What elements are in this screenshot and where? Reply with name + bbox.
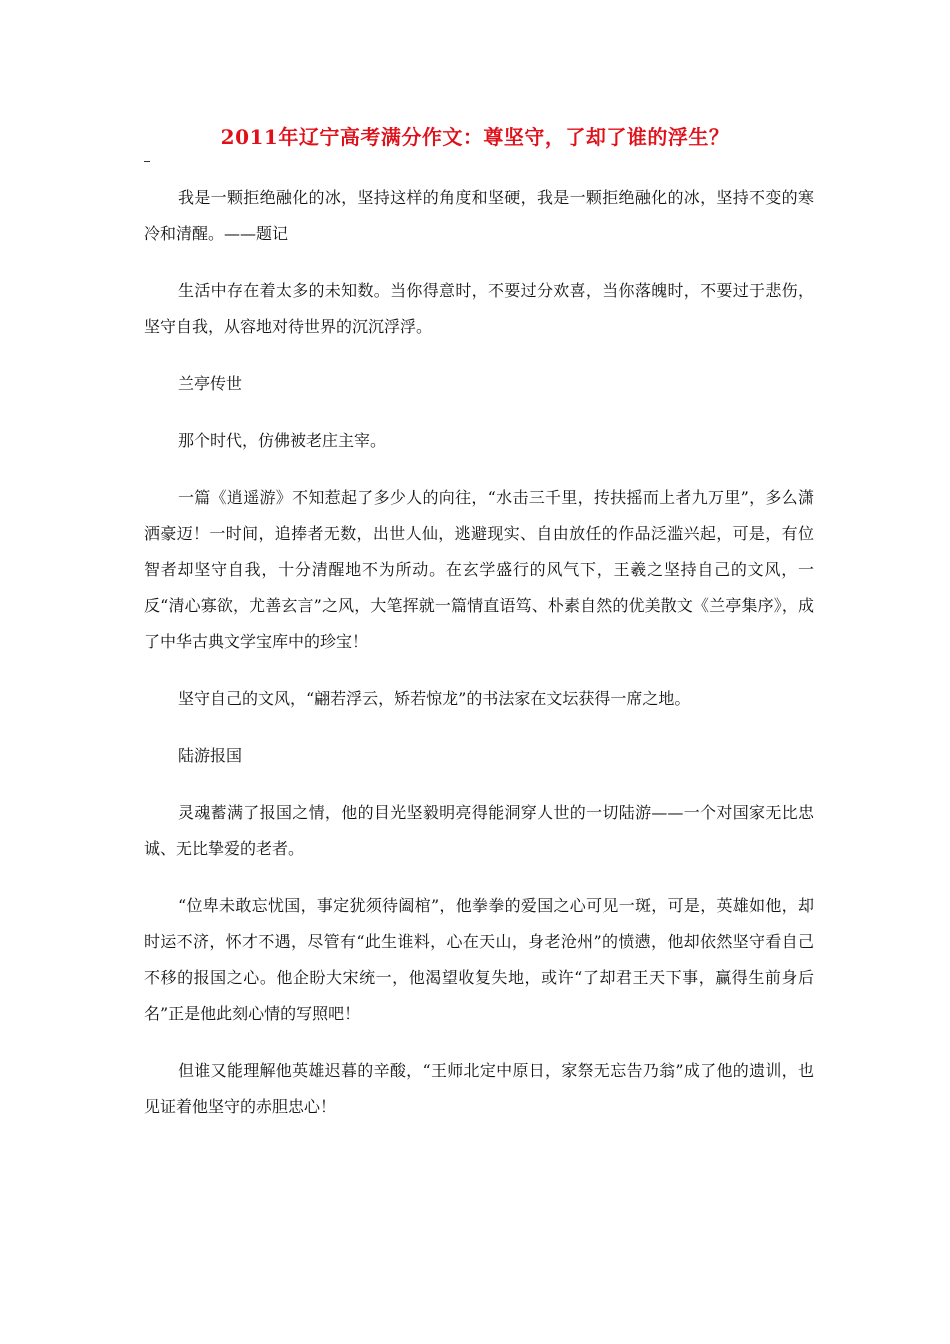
section-heading-lanting: 兰亭传世 — [178, 374, 243, 393]
margin-mark — [144, 161, 150, 162]
intro-paragraph: 生活中存在着太多的未知数。当你得意时，不要过分欢喜，当你落魄时，不要过于悲伤，坚守自我，从容地对待世界的沉沉浮浮。 — [144, 281, 814, 336]
document-body — [144, 180, 814, 1146]
body-paragraph: 坚守自己的文风，“翩若浮云，矫若惊龙”的书法家在文坛获得一席之地。 — [178, 689, 691, 708]
section-heading-luyou: 陆游报国 — [178, 746, 243, 765]
body-paragraph: 但谁又能理解他英雄迟暮的辛酸，“王师北定中原日，家祭无忘告乃翁”成了他的遗训，也见证着他坚守的赤胆忠心！ — [144, 1061, 814, 1116]
body-paragraph: “位卑未敢忘忧国，事定犹须待阖棺”，他拳拳的爱国之心可见一斑，可是，英雄如他，却时运不济，怀才不遇，尽管有“此生谁料，心在天山，身老沧州”的愤懑，他却依然坚守看自己不移的报国之心。他企盼大宋统一，他渴望收复失地，或许“了却君王天下事，赢得生前身后名”正是他此刻心情的写照吧！ — [144, 896, 814, 1023]
epigraph-paragraph: 我是一颗拒绝融化的冰，坚持这样的角度和坚硬，我是一颗拒绝融化的冰，坚持不变的寒冷和清醒。——题记 — [144, 188, 814, 243]
body-paragraph: 一篇《逍遥游》不知惹起了多少人的向往，“水击三千里，抟扶摇而上者九万里”，多么潇洒豪迈！一时间，追捧者无数，出世人仙，逃避现实、自由放任的作品泛滥兴起，可是，有位智者却坚守自我，十分清醒地不为所动。在玄学盛行的风气下，王羲之坚持自己的文风，一反“清心寡欲，尤善玄言”之风，大笔挥就一篇情直语笃、朴素自然的优美散文《兰亭集序》，成了中华古典文学宝库中的珍宝！ — [144, 488, 814, 651]
body-paragraph: 那个时代，仿佛被老庄主宰。 — [178, 431, 387, 450]
body-paragraph: 灵魂蓄满了报国之情，他的目光坚毅明亮得能洞穿人世的一切陆游——一个对国家无比忠诚、无比挚爱的老者。 — [144, 803, 814, 858]
document-title: 2011年辽宁高考满分作文：尊坚守，了却了谁的浮生？ — [220, 125, 730, 149]
